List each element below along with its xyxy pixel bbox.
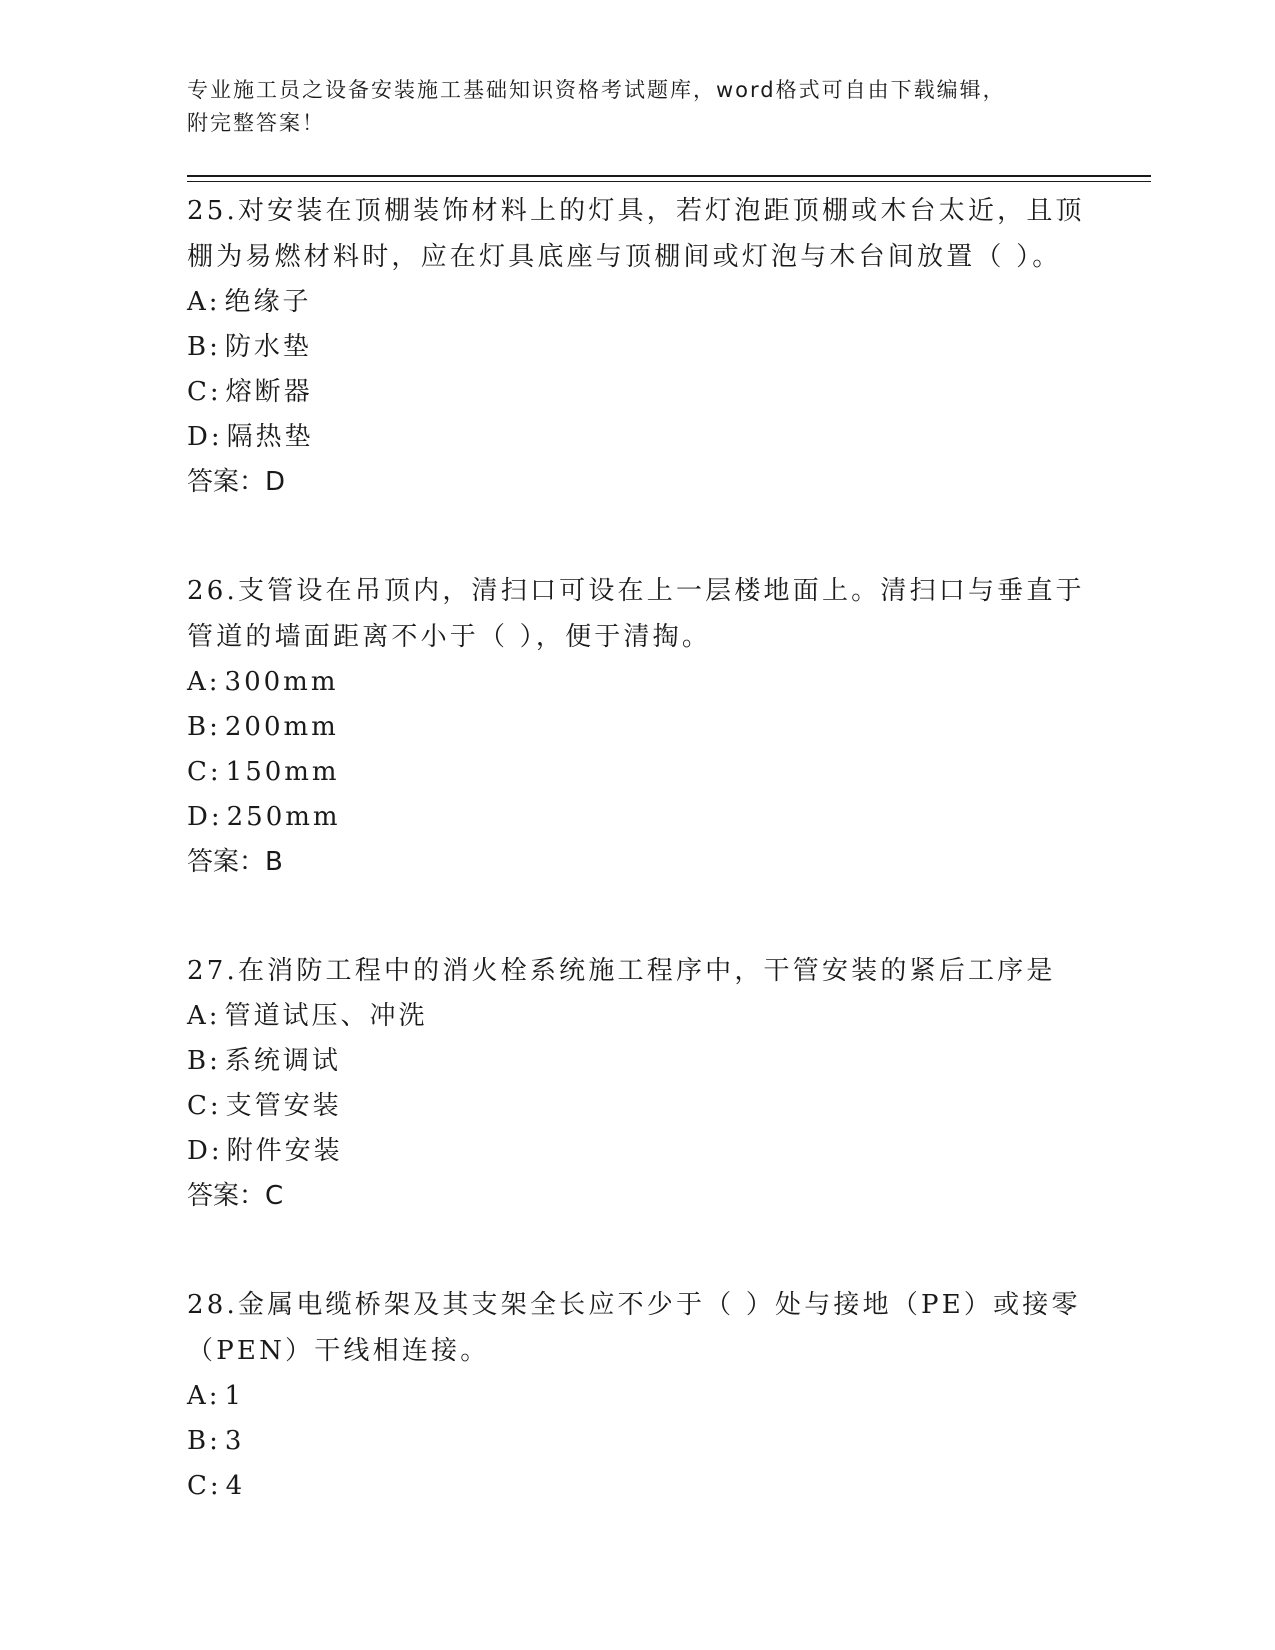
option-letter: A:: [187, 1001, 221, 1031]
header-divider-thin: [187, 181, 1151, 182]
option-text: 系统调试: [224, 1046, 341, 1076]
option-d: [187, 415, 1087, 460]
option-d: [187, 1129, 1087, 1174]
option-text: 250mm: [226, 802, 341, 832]
option-text: 1: [224, 1381, 245, 1411]
option-text: 隔热垫: [226, 422, 314, 452]
question-text-line: 28.金属电缆桥架及其支架全长应不少于（ ）处与接地（PE）或接零: [187, 1290, 1081, 1320]
question-text-line: 管道的墙面距离不小于（ ），便于清掏。: [187, 622, 712, 652]
option-text: 绝缘子: [224, 287, 312, 317]
option-b: [187, 1419, 1087, 1464]
option-a: [187, 994, 1087, 1039]
option-text: 150mm: [225, 757, 340, 787]
option-text: 300mm: [224, 667, 339, 697]
question-list: [187, 188, 1087, 1509]
option-a: [187, 280, 1087, 325]
header-line-2: 附完整答案！: [187, 111, 325, 135]
option-letter: C:: [187, 377, 222, 407]
option-letter: D:: [187, 1136, 223, 1166]
document-header: [187, 74, 1087, 140]
option-letter: D:: [187, 422, 223, 452]
option-letter: B:: [187, 1426, 221, 1456]
question-spacer: [187, 1219, 1087, 1282]
question-spacer: [187, 505, 1087, 568]
answer-line: 答案：B: [187, 847, 283, 877]
option-text: 200mm: [224, 712, 339, 742]
answer-line: 答案：D: [187, 467, 286, 497]
header-line-1: 专业施工员之设备安装施工基础知识资格考试题库，word格式可自由下载编辑，: [187, 78, 1006, 102]
question-text-line: 26.支管设在吊顶内，清扫口可设在上一层楼地面上。清扫口与垂直于: [187, 576, 1085, 606]
option-c: [187, 750, 1087, 795]
option-letter: B:: [187, 332, 221, 362]
option-text: 支管安装: [225, 1091, 342, 1121]
option-b: [187, 705, 1087, 750]
option-text: 熔断器: [225, 377, 313, 407]
question-26: [187, 568, 1087, 885]
option-letter: C:: [187, 757, 222, 787]
question-text-line: （PEN）干线相连接。: [187, 1336, 490, 1366]
question-text-line: 25.对安装在顶棚装饰材料上的灯具，若灯泡距顶棚或木台太近，且顶: [187, 196, 1085, 226]
option-letter: A:: [187, 667, 221, 697]
option-text: 4: [225, 1471, 246, 1501]
option-letter: B:: [187, 1046, 221, 1076]
question-25: [187, 188, 1087, 505]
option-a: [187, 1374, 1087, 1419]
option-b: [187, 1039, 1087, 1084]
option-letter: A:: [187, 287, 221, 317]
option-text: 防水垫: [224, 332, 312, 362]
option-c: [187, 370, 1087, 415]
option-c: [187, 1464, 1087, 1509]
question-text-line: 棚为易燃材料时，应在灯具底座与顶棚间或灯泡与木台间放置（ ）。: [187, 242, 1062, 272]
option-text: 附件安装: [226, 1136, 343, 1166]
option-letter: D:: [187, 802, 223, 832]
option-d: [187, 795, 1087, 840]
question-spacer: [187, 885, 1087, 948]
option-text: 管道试压、冲洗: [224, 1001, 428, 1031]
answer-line: 答案：C: [187, 1181, 284, 1211]
question-28: [187, 1282, 1087, 1509]
option-letter: C:: [187, 1091, 222, 1121]
option-b: [187, 325, 1087, 370]
option-letter: A:: [187, 1381, 221, 1411]
option-a: [187, 660, 1087, 705]
option-c: [187, 1084, 1087, 1129]
option-letter: B:: [187, 712, 221, 742]
option-text: 3: [224, 1426, 245, 1456]
header-divider-thick: [187, 175, 1151, 177]
question-text-line: 27.在消防工程中的消火栓系统施工程序中，干管安装的紧后工序是: [187, 956, 1056, 986]
option-letter: C:: [187, 1471, 222, 1501]
question-27: [187, 948, 1087, 1219]
